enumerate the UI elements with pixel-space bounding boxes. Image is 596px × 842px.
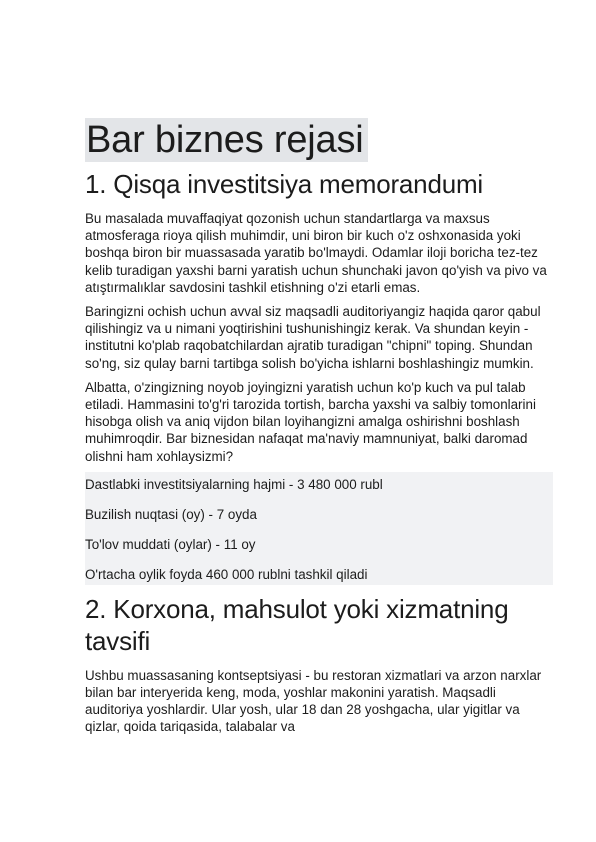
- fact-average-monthly-profit: O'rtacha oylik foyda 460 000 rublni tashkil qiladi: [85, 566, 368, 582]
- section-2-heading: 2. Korxona, mahsulot yoki xizmatning tavsifi: [85, 593, 509, 656]
- fact-initial-investment: Dastlabki investitsiyalarning hajmi - 3 480 000 rubl: [85, 476, 383, 492]
- section-1-paragraph-2: Baringizni ochish uchun avval siz maqsadli auditoriyangiz haqida qaror qabul qilishingiz va u nimani yoqtirishini tushunishingiz kerak. Va shundan keyin - institutni ko'plab raqobatchilardan ajratib turadigan "chipni" toping. Shundan so'ng, siz qulay barni tartibga solish bo'yicha ishlarni boshlashingiz mumkin.: [85, 304, 541, 371]
- section-1-paragraph-1: Bu masalada muvaffaqiyat qozonish uchun standartlarga va maxsus atmosferaga rioya qilish muhimdir, uni biron bir kuch o'z oshxonasida yoki boshqa biron bir muassasada yaratib bo'lmaydi. Odamlar iloji boricha tez-tez kelib turadigan yaxshi barni yaratish uchun shunchaki javon qo'yish va pivo va atıştırmalıklar savdosini tashkil etishning o'zi etarli emas.: [85, 211, 547, 295]
- section-1-heading: 1. Qisqa investitsiya memorandumi: [85, 169, 483, 199]
- key-facts-box: [85, 472, 553, 585]
- fact-payback-period: To'lov muddati (oylar) - 11 oy: [85, 536, 256, 552]
- fact-break-even-point: Buzilish nuqtasi (oy) - 7 oyda: [85, 506, 257, 522]
- document-page: [85, 118, 555, 743]
- document-title: Bar biznes rejasi: [85, 118, 368, 162]
- section-2-paragraph-1: Ushbu muassasaning kontseptsiyasi - bu restoran xizmatlari va arzon narxlar bilan bar interyerida keng, moda, yoshlar makonini yaratish. Maqsadli auditoriya yoshlardir. Ular yosh, ular 18 dan 28 yoshgacha, ular yigitlar va qizlar, qoida tariqasida, talabalar va: [85, 667, 542, 735]
- section-1-paragraph-3: Albatta, o'zingizning noyob joyingizni yaratish uchun ko'p kuch va pul talab etiladi. Hammasini to'g'ri tarozida tortish, barcha yaxshi va salbiy tomonlarini hisobga olish va aniq vijdon bilan loyihangizni amalga oshirishni boshlash muhimroqdir. Bar biznesidan nafaqat ma'naviy mamnuniyat, balki daromad olishni ham xohlaysizmi?: [85, 379, 536, 464]
